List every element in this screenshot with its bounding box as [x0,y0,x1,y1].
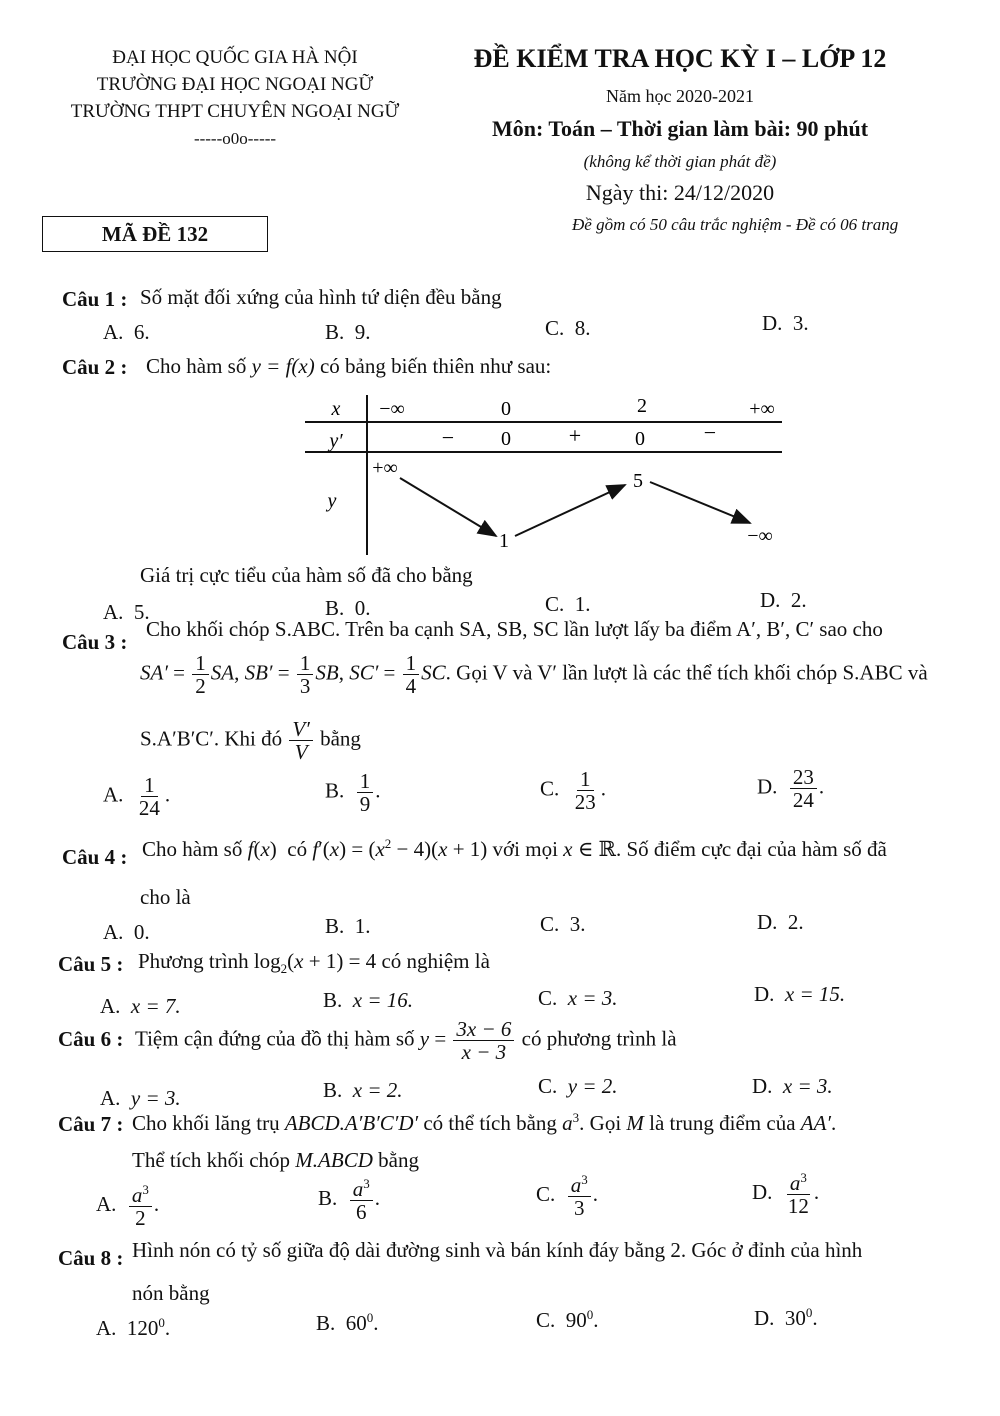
q3-label: Câu 3 : [62,630,128,654]
x-pos-inf: +∞ [749,398,775,420]
q4-label: Câu 4 : [62,845,128,869]
q4-option-d[interactable]: D. 2. [757,910,804,934]
university-name: ĐẠI HỌC QUỐC GIA HÀ NỘI [112,47,358,68]
q2-text2: Giá trị cực tiểu của hàm số đã cho bằng [140,563,473,587]
q5-label: Câu 5 : [58,952,124,976]
q2-text: Cho hàm số y = f(x) có bảng biến thiên như sau: [146,354,552,378]
exam-code: MÃ ĐỀ 132 [101,222,209,246]
q2-label: Câu 2 : [62,355,128,379]
q7-option-c[interactable]: C. $\frac{a^3}{3}$ . [536,1172,599,1221]
exam-code-box [42,216,268,252]
q7-option-d[interactable]: D. $\frac{a^3}{12}$ . [752,1170,820,1219]
y-max-value: 5 [633,470,643,492]
q3-line3: S.A′B′C′. Khi đó $\frac{V'}{V}$ bằng [140,717,361,765]
sign-zero-2: 0 [635,428,645,450]
x-label: x [331,398,341,420]
y-neg-inf: −∞ [747,525,773,547]
q1-option-a[interactable]: A. 6. [103,320,150,344]
q3-line1: Cho khối chóp S.ABC. Trên ba cạnh SA, SB, SC lần lượt lấy ba điểm A′, B′, C′ sao cho [146,617,883,641]
q2-option-d[interactable]: D. 2. [760,588,807,612]
q8-label: Câu 8 : [58,1246,124,1270]
x-neg-inf: −∞ [379,398,405,420]
school-year: Năm học 2020-2021 [606,86,754,106]
sign-2: + [568,423,582,448]
q3-option-a[interactable]: A. $\frac{1}{24}$ . [103,773,171,821]
q4-option-b[interactable]: B. 1. [325,914,371,938]
q8-option-d[interactable]: D. $30^0$. [754,1305,818,1330]
sign-zero-1: 0 [501,428,511,450]
q7-option-b[interactable]: B. $\frac{a^3}{6}$ . [318,1176,381,1225]
q5-option-d[interactable]: D. x = 15. [754,982,846,1006]
q1-option-d[interactable]: D. 3. [762,311,809,335]
q6-option-c[interactable]: C. y = 2. [538,1074,618,1098]
sign-3: − [703,420,717,445]
q4-line1: Cho hàm số f(x) có $f'(x) = (x^2 - 4)(x + 1)$ với mọi x ∈ ℝ. Số điểm cực đại của hàm số đã [142,836,887,861]
pages-note: Đề gồm có 50 câu trắc nghiệm - Đề có 06 trang [572,215,899,234]
q4-line2: cho là [140,885,191,909]
q2-option-a[interactable]: A. 5. [103,600,150,624]
school-name: TRƯỜNG THPT CHUYÊN NGOẠI NGỮ [70,101,400,122]
q3-option-d[interactable]: D. $\frac{23}{24}$ . [757,765,825,813]
q2-option-b[interactable]: B. 0. [325,596,371,620]
header-divider: -----o0o----- [193,129,277,148]
q5-option-a[interactable]: A. x = 7. [100,994,181,1018]
q8-line2: nón bằng [132,1281,210,1305]
arrow-down-1 [400,478,496,536]
y-label: y [327,490,337,512]
q6-label: Câu 6 : [58,1027,124,1051]
sign-1: − [441,425,455,450]
q4-option-a[interactable]: A. 0. [103,920,150,944]
exam-title: ĐỀ KIỂM TRA HỌC KỲ I – LỚP 12 [473,44,887,73]
q2-option-c[interactable]: C. 1. [545,592,591,616]
q7-line2: Thể tích khối chóp M.ABCD bằng [132,1148,419,1172]
x-zero: 0 [501,398,511,420]
time-note: (không kể thời gian phát đề) [583,152,777,171]
yprime-label: y′ [329,430,343,452]
exam-date: Ngày thi: 24/12/2020 [585,180,775,205]
y-pos-inf: +∞ [372,457,398,479]
q8-option-a[interactable]: A. $120^0$. [96,1315,171,1340]
arrow-up [515,485,625,536]
q7-option-a[interactable]: A. $\frac{a^3}{2}$ . [96,1182,160,1231]
q1-option-b[interactable]: B. 9. [325,320,371,344]
q1-label: Câu 1 : [62,287,128,311]
y-min-value: 1 [499,530,509,552]
q6-option-b[interactable]: B. x = 2. [323,1078,403,1102]
q5-option-b[interactable]: B. x = 16. [323,988,414,1012]
q8-option-b[interactable]: B. $60^0$. [316,1310,379,1335]
q4-option-c[interactable]: C. 3. [540,912,586,936]
q8-option-c[interactable]: C. $90^0$. [536,1307,599,1332]
q3-option-b[interactable]: B. $\frac{1}{9}$ . [325,769,381,817]
variation-table [300,390,790,560]
q5-text: Phương trình $\log_2(x + 1) = 4$ có nghiệm là [138,949,490,977]
q5-option-c[interactable]: C. x = 3. [538,986,618,1010]
arrow-down-2 [650,482,750,523]
q7-line1: Cho khối lăng trụ ABCD.A′B′C′D′ có thể tích bằng $a^3$. Gọi M là trung điểm của AA′. [132,1110,837,1135]
school-header [40,44,430,152]
q6-text: Tiệm cận đứng của đồ thị hàm số y = $\frac{3x - 6}{x - 3}$ có phương trình là [135,1017,677,1065]
x-two: 2 [637,395,647,417]
q1-text: Số mặt đối xứng của hình tứ diện đều bằng [140,285,502,309]
q7-label: Câu 7 : [58,1112,124,1136]
subject-line: Môn: Toán – Thời gian làm bài: 90 phút [491,116,869,141]
q6-option-d[interactable]: D. x = 3. [752,1074,833,1098]
faculty-name: TRƯỜNG ĐẠI HỌC NGOẠI NGỮ [96,74,374,95]
q8-line1: Hình nón có tỷ số giữa độ dài đường sinh và bán kính đáy bằng 2. Góc ở đỉnh của hình [132,1238,863,1262]
q3-line2: SA′ = $\frac{1}{2}$ SA, SB′ = $\frac{1}{3}$ SB, SC′ = $\frac{1}{4}$ SC. Gọi V và V′ lần lượt là các thể tích khối chóp S.ABC và [140,651,928,699]
q1-option-c[interactable]: C. 8. [545,316,591,340]
q3-option-c[interactable]: C. $\frac{1}{23}$ . [540,767,607,815]
q6-option-a[interactable]: A. y = 3. [100,1086,181,1110]
